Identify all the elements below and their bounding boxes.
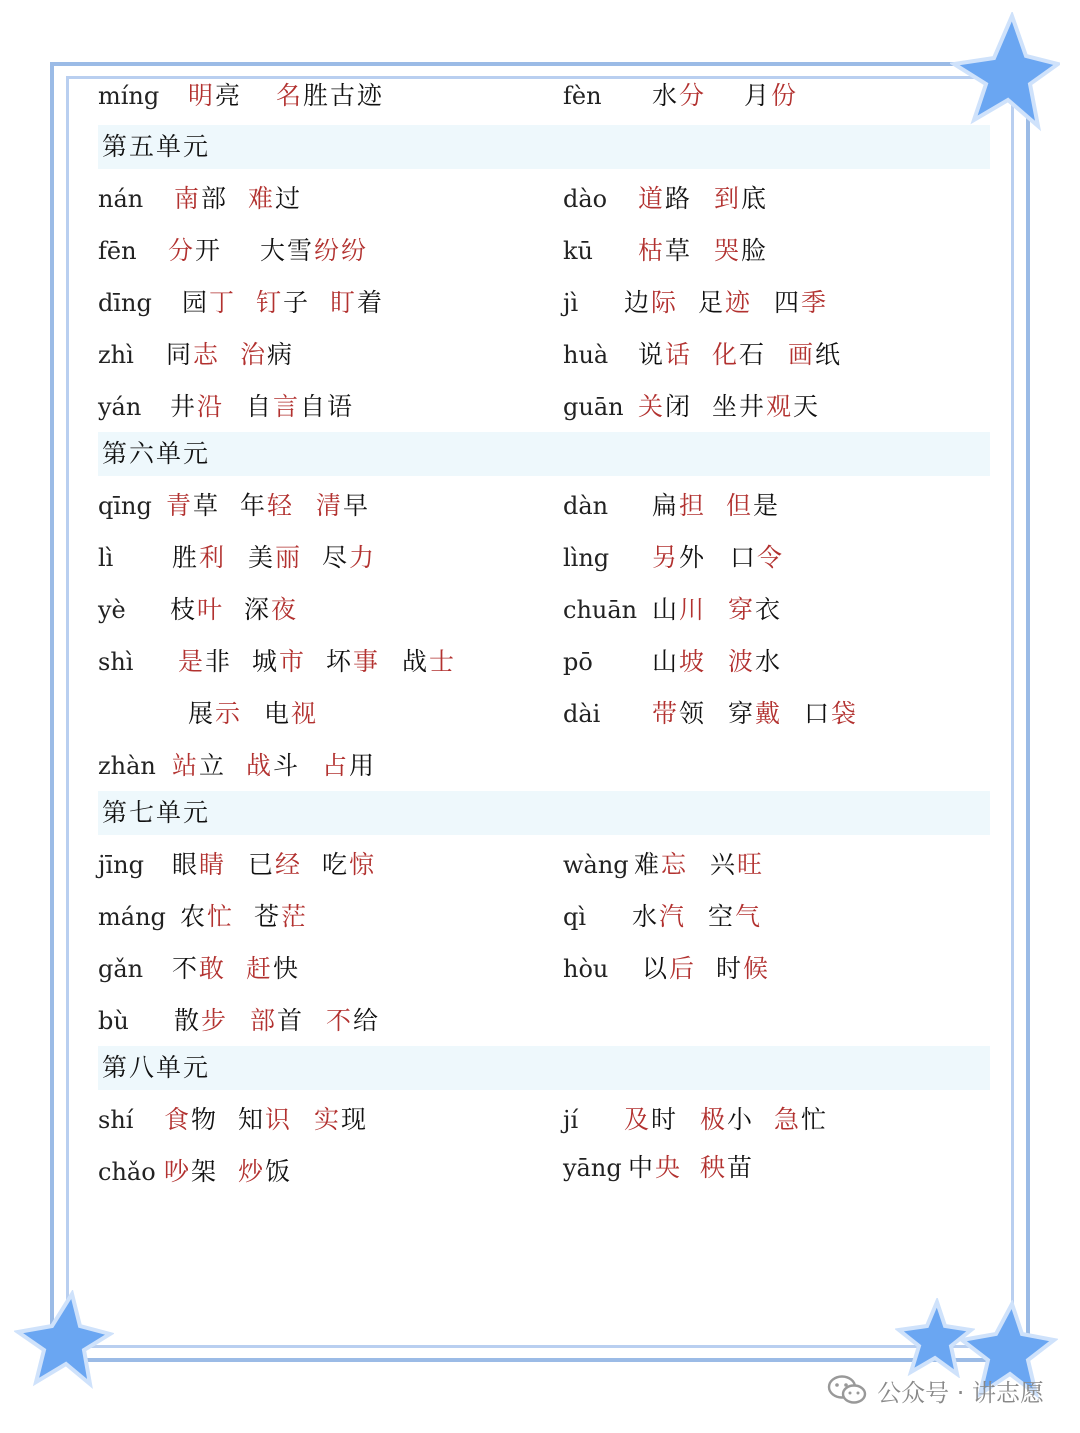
pinyin: jì	[563, 289, 579, 317]
word: 南部	[174, 184, 229, 213]
pinyin: zhàn	[98, 752, 156, 780]
pinyin: fèn	[563, 82, 602, 110]
pinyin: kū	[563, 237, 593, 265]
word-row	[0, 746, 1080, 786]
word: 哭脸	[714, 236, 769, 265]
word: 井沿	[170, 392, 225, 421]
pinyin: dīng	[98, 289, 152, 317]
word-row	[0, 897, 1080, 937]
word: 空气	[708, 902, 763, 931]
pinyin: dàn	[563, 492, 609, 520]
pinyin: shí	[98, 1106, 134, 1134]
word: 是非	[178, 647, 233, 676]
pinyin: lìng	[563, 544, 610, 572]
word: 吃惊	[322, 850, 377, 879]
pinyin: nán	[98, 185, 144, 213]
word: 但是	[726, 491, 781, 520]
word: 枝叶	[170, 595, 225, 624]
footer-watermark	[827, 1370, 1044, 1410]
word: 边际	[624, 288, 679, 317]
word-row	[0, 642, 1080, 682]
word: 大雪纷纷	[260, 236, 369, 265]
word: 难过	[248, 184, 303, 213]
word-row	[0, 845, 1080, 885]
pinyin: yán	[98, 393, 142, 421]
word: 山川	[652, 595, 707, 624]
word-row	[0, 694, 1080, 734]
word: 农忙	[180, 902, 235, 931]
pinyin: shì	[98, 648, 134, 676]
pinyin: qì	[563, 903, 587, 931]
word: 明亮	[188, 81, 243, 110]
word: 中央	[628, 1153, 683, 1182]
word: 深夜	[244, 595, 299, 624]
word: 炒饭	[238, 1157, 293, 1186]
word: 口袋	[804, 699, 859, 728]
word: 不给	[326, 1006, 381, 1035]
word: 月份	[744, 81, 799, 110]
word: 水汽	[632, 902, 687, 931]
pinyin: wàng	[563, 851, 629, 879]
pinyin: gǎn	[98, 955, 144, 983]
word-row	[0, 538, 1080, 578]
word: 波水	[728, 647, 783, 676]
pinyin: chǎo	[98, 1158, 156, 1186]
word: 已经	[248, 850, 303, 879]
pinyin: bù	[98, 1007, 129, 1035]
word: 眼睛	[172, 850, 227, 879]
word: 极小	[700, 1105, 755, 1134]
word: 秧苗	[700, 1153, 755, 1182]
word: 穿戴	[728, 699, 783, 728]
word: 道路	[638, 184, 693, 213]
word: 时候	[716, 954, 771, 983]
pinyin: jīng	[98, 851, 144, 879]
pinyin: lì	[98, 544, 114, 572]
word: 钉子	[256, 288, 311, 317]
word-row	[0, 590, 1080, 630]
pinyin: jí	[563, 1106, 579, 1134]
word: 站立	[172, 751, 227, 780]
word: 知识	[238, 1105, 293, 1134]
word-row	[0, 283, 1080, 323]
word-row	[0, 1001, 1080, 1041]
word: 治病	[240, 340, 295, 369]
word: 食物	[164, 1105, 219, 1134]
word-row	[0, 387, 1080, 427]
word: 难忘	[634, 850, 689, 879]
unit-header: 第八单元	[98, 1046, 990, 1090]
word: 四季	[774, 288, 829, 317]
word: 赶快	[246, 954, 301, 983]
word: 美丽	[248, 543, 303, 572]
word: 青草	[166, 491, 221, 520]
word: 战士	[402, 647, 457, 676]
word: 电视	[264, 699, 319, 728]
word: 展示	[188, 699, 243, 728]
word: 尽力	[322, 543, 377, 572]
pinyin: dài	[563, 700, 601, 728]
word-row	[0, 231, 1080, 271]
word: 名胜古迹	[276, 81, 385, 110]
word: 散步	[174, 1006, 229, 1035]
unit-header: 第五单元	[98, 125, 990, 169]
word: 吵架	[164, 1157, 219, 1186]
pinyin: zhì	[98, 341, 134, 369]
pinyin: máng	[98, 903, 166, 931]
word: 战斗	[246, 751, 301, 780]
wechat-icon	[827, 1374, 867, 1406]
word: 扁担	[652, 491, 707, 520]
word: 到底	[714, 184, 769, 213]
word: 画纸	[788, 340, 843, 369]
unit-header: 第六单元	[98, 432, 990, 476]
word-row	[0, 335, 1080, 375]
word: 苍茫	[254, 902, 309, 931]
pinyin: fēn	[98, 237, 137, 265]
word: 带领	[652, 699, 707, 728]
word: 以后	[642, 954, 697, 983]
word: 山坡	[652, 647, 707, 676]
pinyin: yāng	[563, 1154, 622, 1182]
pinyin: dào	[563, 185, 608, 213]
unit-header: 第七单元	[98, 791, 990, 835]
word: 另外	[652, 543, 707, 572]
word: 同志	[166, 340, 221, 369]
pinyin: chuān	[563, 596, 638, 624]
word: 穿衣	[728, 595, 783, 624]
pinyin: yè	[98, 596, 126, 624]
pinyin: huà	[563, 341, 609, 369]
word: 分开	[168, 236, 223, 265]
word: 水分	[652, 81, 707, 110]
word: 胜利	[172, 543, 227, 572]
word: 化石	[712, 340, 767, 369]
word-row	[0, 76, 1080, 116]
pinyin: qīng	[98, 492, 152, 520]
pinyin: pō	[563, 648, 593, 676]
word: 关闭	[638, 392, 693, 421]
footer-text: 公众号 · 讲志愿	[877, 1378, 1044, 1407]
word: 急忙	[774, 1105, 829, 1134]
word: 部首	[250, 1006, 305, 1035]
pinyin: míng	[98, 82, 160, 110]
word: 及时	[624, 1105, 679, 1134]
word: 足迹	[698, 288, 753, 317]
word: 年轻	[240, 491, 295, 520]
word: 枯草	[638, 236, 693, 265]
word-row	[0, 486, 1080, 526]
word-row	[0, 949, 1080, 989]
word: 自言自语	[246, 392, 355, 421]
word: 口令	[730, 543, 785, 572]
word: 盯着	[330, 288, 385, 317]
word: 实现	[314, 1105, 369, 1134]
word-row	[0, 1152, 1080, 1192]
word: 坏事	[326, 647, 381, 676]
word-row	[0, 1100, 1080, 1140]
word: 不敢	[172, 954, 227, 983]
word: 占用	[322, 751, 377, 780]
word: 兴旺	[710, 850, 765, 879]
word: 说话	[638, 340, 693, 369]
word: 坐井观天	[712, 392, 821, 421]
word: 城市	[252, 647, 307, 676]
pinyin: hòu	[563, 955, 609, 983]
pinyin: guān	[563, 393, 624, 421]
word-row	[0, 179, 1080, 219]
word: 园丁	[182, 288, 237, 317]
word: 清早	[316, 491, 371, 520]
